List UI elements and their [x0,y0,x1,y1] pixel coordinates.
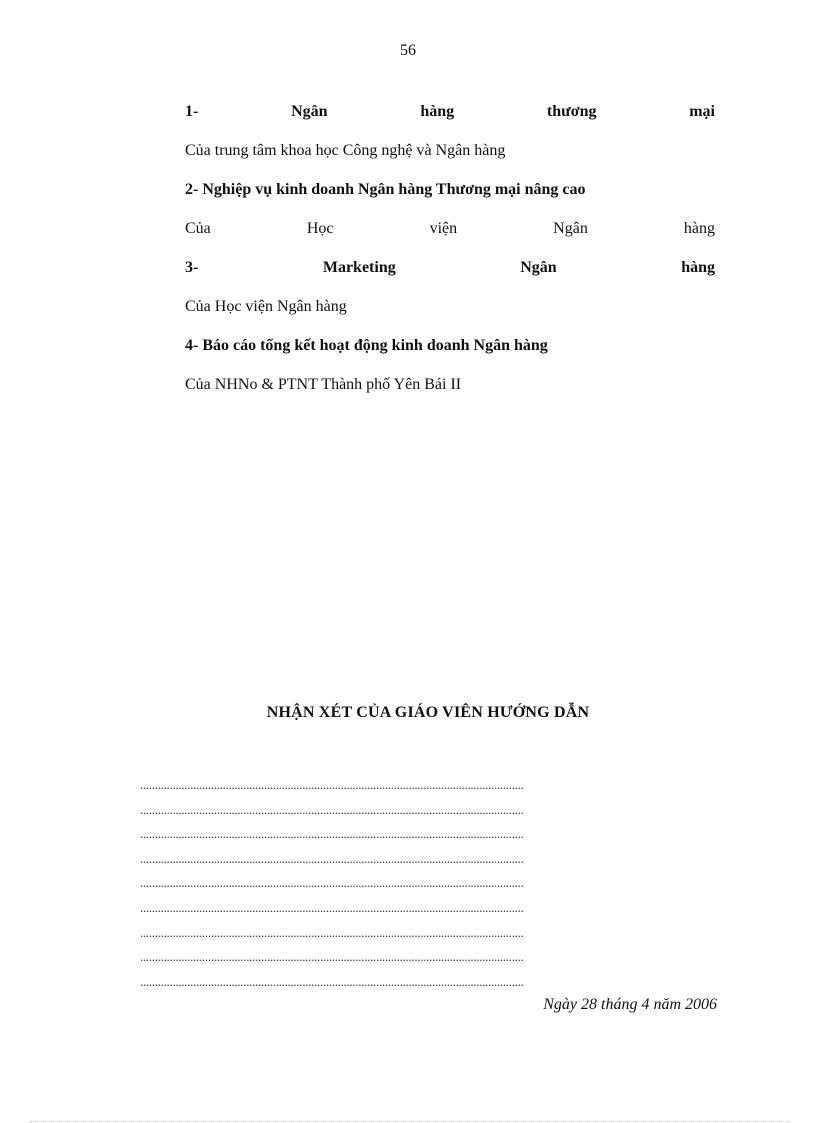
reference-source-1: Của trung tâm khoa học Công nghệ và Ngân hàng [185,142,506,159]
reference-source-2: Của Học viện Ngân hàng [185,220,715,237]
reference-title-4: 4- Báo cáo tổng kết hoạt động kinh doanh Ngân hàng [185,337,548,354]
dotted-line: .................................................................................................................................. [140,777,524,792]
page-bottom-divider [30,1121,790,1122]
dotted-line: .................................................................................................................................. [140,973,524,989]
review-heading: NHẬN XÉT CỦA GIÁO VIÊN HƯỚNG DẪN [266,704,590,721]
dotted-line: .................................................................................................................................. [140,899,524,915]
dotted-line: .................................................................................................................................. [140,850,524,866]
reference-source-3: Của Học viện Ngân hàng [185,298,347,315]
page-number: 56 [400,42,416,59]
review-dotted-lines [140,776,702,997]
reference-title-2: 2- Nghiệp vụ kinh doanh Ngân hàng Thương mại nâng cao [185,181,586,198]
dotted-line: .................................................................................................................................. [140,801,524,817]
dotted-line: .................................................................................................................................. [140,826,524,842]
dotted-line: .................................................................................................................................. [140,875,524,891]
dotted-line: .................................................................................................................................. [140,949,524,965]
review-date: Ngày 28 tháng 4 năm 2006 [543,996,717,1013]
reference-title-3: 3- Marketing Ngân hàng [185,259,715,276]
reference-source-4: Của NHNo & PTNT Thành phố Yên Bái II [185,376,462,393]
reference-list [185,102,715,414]
dotted-line: .................................................................................................................................. [140,924,524,940]
reference-title-1: 1- Ngân hàng thương mại [185,103,715,120]
